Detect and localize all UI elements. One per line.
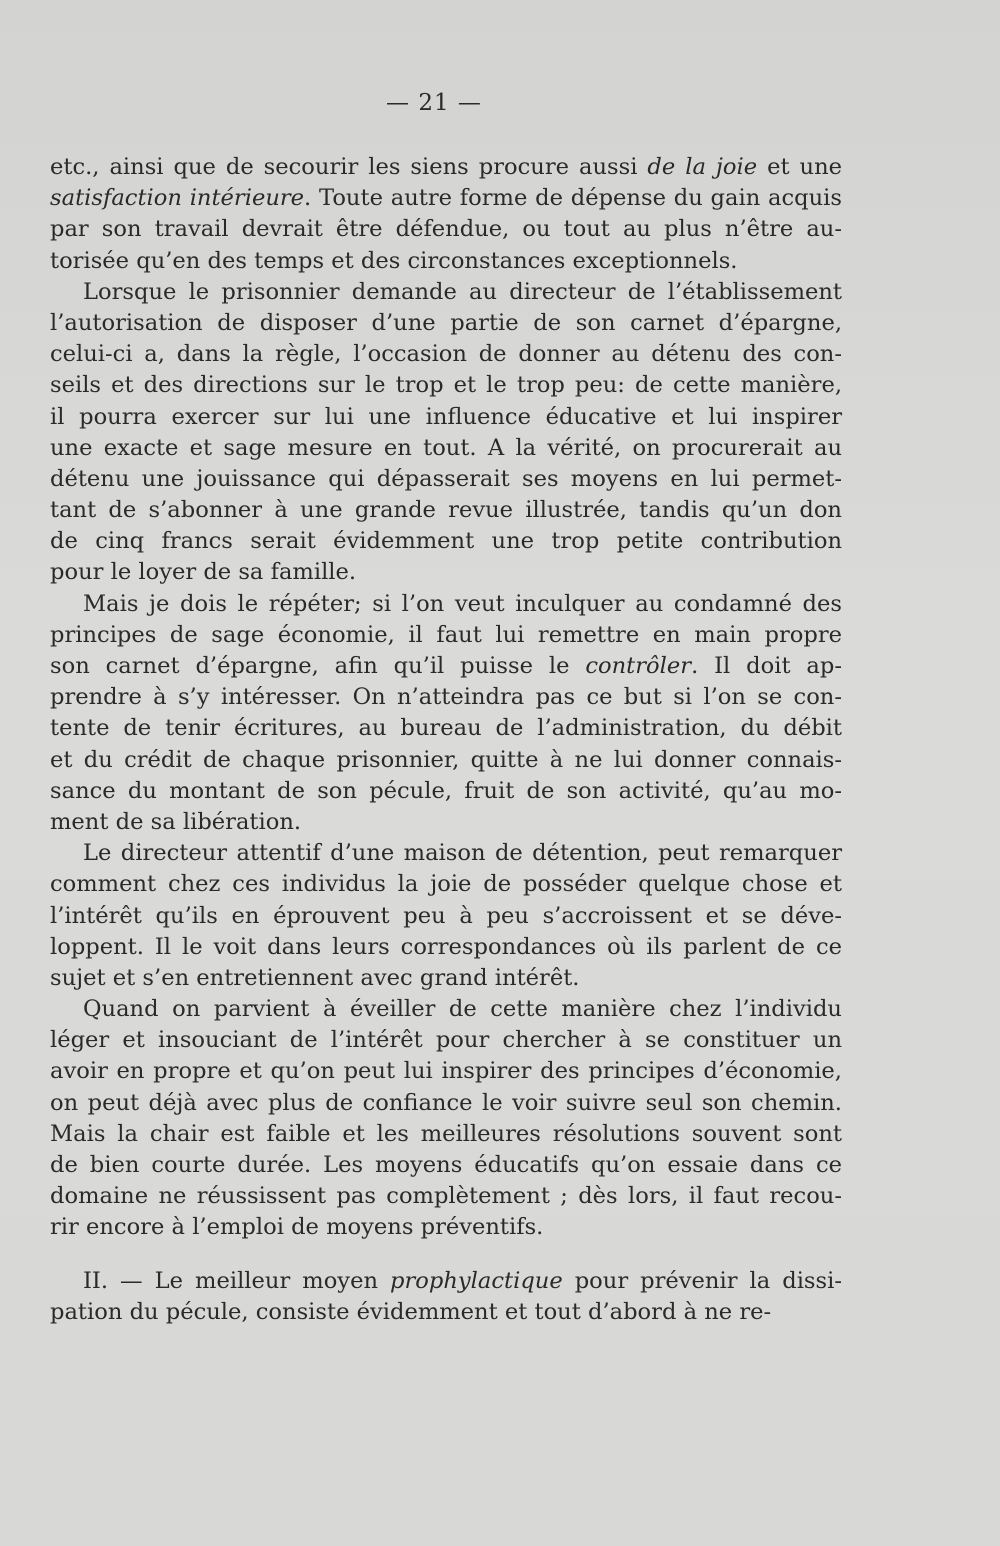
text-line: avoir en propre et qu’on peut lui inspirer des principes d’économie, bbox=[50, 1058, 842, 1085]
text-line: principes de sage économie, il faut lui remettre en main propre bbox=[50, 621, 842, 648]
text-line: Lorsque le prisonnier demande au directeur de l’établissement bbox=[83, 278, 842, 305]
text-line: sujet et s’en entretiennent avec grand intérêt. bbox=[50, 964, 580, 991]
text-line: etc., ainsi que de secourir les siens procure aussi de la joie et une bbox=[50, 154, 842, 180]
italic-text: satisfaction intérieure bbox=[50, 185, 305, 212]
paragraph bbox=[50, 589, 842, 839]
text-line: Quand on parvient à éveiller de cette manière chez l’individu bbox=[83, 996, 842, 1023]
text-line: et du crédit de chaque prisonnier, quitte à ne lui donner connais- bbox=[50, 746, 842, 773]
text-line: Mais la chair est faible et les meilleures résolutions souvent sont bbox=[50, 1120, 842, 1147]
italic-text: contrôler bbox=[585, 653, 692, 679]
text-line: tant de s’abonner à une grande revue illustrée, tandis qu’un don bbox=[50, 497, 842, 524]
paragraph bbox=[50, 152, 842, 277]
text-line: l’autorisation de disposer d’une partie de son carnet d’épargne, bbox=[50, 309, 842, 336]
text-line: il pourra exercer sur lui une influence éducative et lui inspirer bbox=[50, 403, 842, 430]
text-line: domaine ne réussissent pas complètement ; dès lors, il faut recou- bbox=[50, 1183, 842, 1210]
text-line: Le directeur attentif d’une maison de détention, peut remarquer bbox=[83, 840, 842, 867]
italic-text: de la joie bbox=[647, 154, 758, 180]
text-line: l’intérêt qu’ils en éprouvent peu à peu s’accroissent et se déve- bbox=[50, 902, 842, 929]
text-line: son carnet d’épargne, afin qu’il puisse le contrôler. Il doit ap- bbox=[50, 653, 842, 679]
text-line: ment de sa libération. bbox=[50, 808, 302, 835]
text-line: comment chez ces individus la joie de posséder quelque chose et bbox=[50, 871, 842, 898]
text-line: pation du pécule, consiste évidemment et tout d’abord à ne re- bbox=[50, 1298, 772, 1325]
text-line: tente de tenir écritures, au bureau de l’administration, du débit bbox=[50, 715, 842, 742]
text-line: rir encore à l’emploi de moyens préventifs. bbox=[50, 1214, 544, 1241]
paragraph bbox=[50, 994, 842, 1244]
section-gap bbox=[50, 1244, 842, 1266]
text-line: pour le loyer de sa famille. bbox=[50, 559, 357, 586]
text-line: II. — Le meilleur moyen prophylactique pour prévenir la dissi- bbox=[83, 1267, 842, 1294]
paragraph bbox=[50, 1266, 842, 1328]
text-line: par son travail devrait être défendue, ou tout au plus n’être au- bbox=[50, 216, 842, 243]
text-line: de bien courte durée. Les moyens éducatifs qu’on essaie dans ce bbox=[50, 1152, 842, 1178]
text-line: Mais je dois le répéter; si l’on veut inculquer au condamné des bbox=[83, 590, 842, 617]
paragraph bbox=[50, 277, 842, 589]
text-line: loppent. Il le voit dans leurs correspondances où ils parlent de ce bbox=[50, 933, 842, 960]
text-line: une exacte et sage mesure en tout. A la vérité, on procurerait au bbox=[50, 434, 842, 461]
paragraph bbox=[50, 838, 842, 994]
text-line: on peut déjà avec plus de confiance le voir suivre seul son chemin. bbox=[50, 1089, 842, 1116]
page-number: — 21 — bbox=[386, 90, 482, 116]
text-line: de cinq francs serait évidemment une trop petite contribution bbox=[50, 528, 842, 555]
text-line: torisée qu’en des temps et des circonstances exceptionnels. bbox=[50, 247, 738, 274]
italic-text: prophylactique bbox=[390, 1267, 563, 1294]
text-line: seils et des directions sur le trop et le trop peu: de cette manière, bbox=[50, 372, 842, 399]
text-line: sance du montant de son pécule, fruit de son activité, qu’au mo- bbox=[50, 777, 842, 804]
body-text bbox=[50, 152, 842, 1328]
text-line: léger et insouciant de l’intérêt pour chercher à se constituer un bbox=[50, 1027, 842, 1054]
text-line: celui-ci a, dans la règle, l’occasion de donner au détenu des con- bbox=[50, 341, 842, 368]
text-line: satisfaction intérieure. Toute autre forme de dépense du gain acquis bbox=[50, 185, 842, 212]
text-line: détenu une jouissance qui dépasserait ses moyens en lui permet- bbox=[50, 465, 842, 492]
text-line: prendre à s’y intéresser. On n’atteindra pas ce but si l’on se con- bbox=[50, 684, 842, 711]
